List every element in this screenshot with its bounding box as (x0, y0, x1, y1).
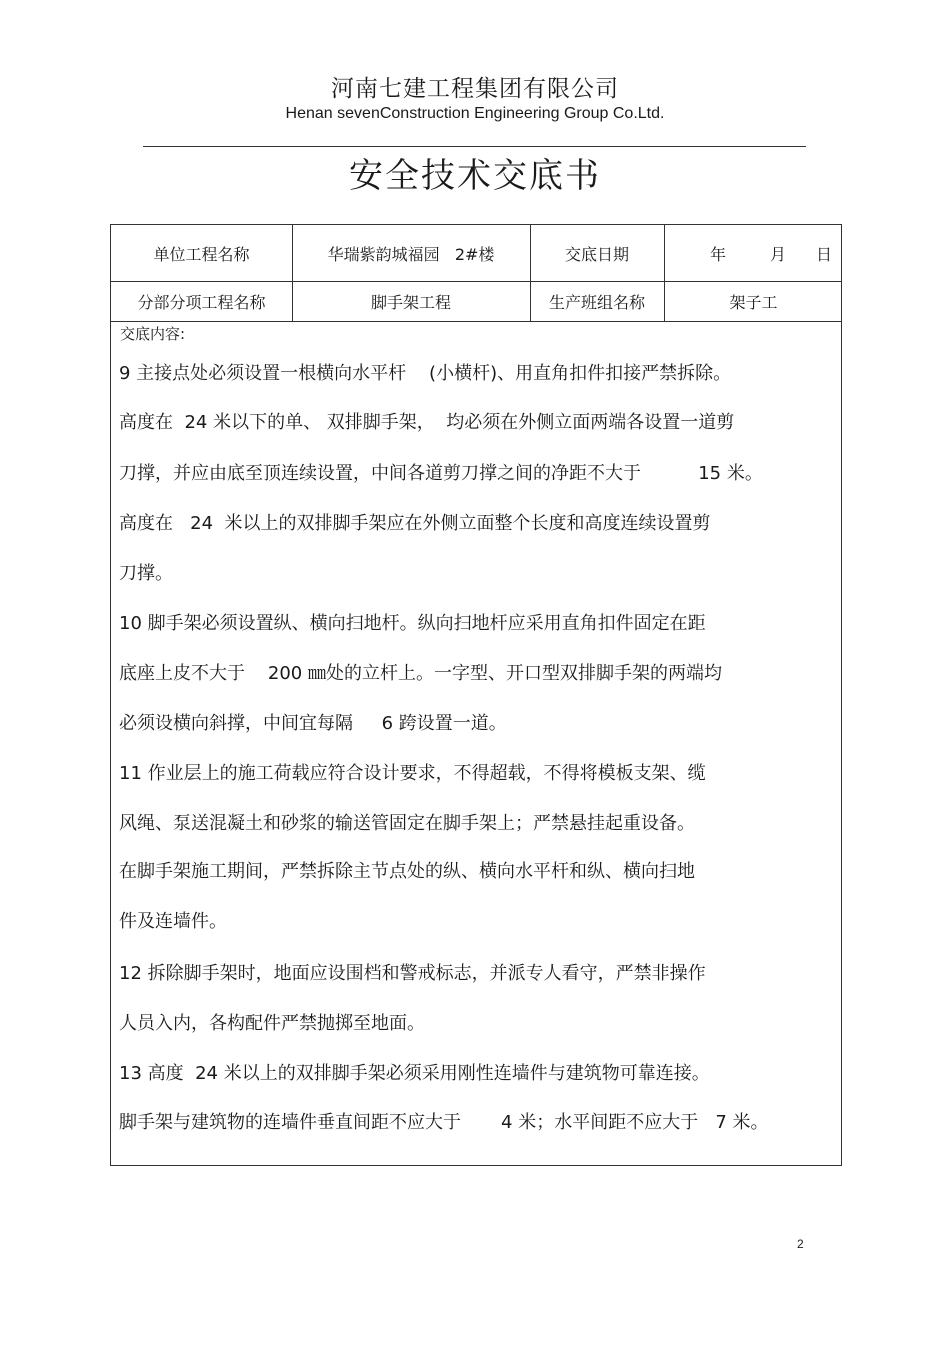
content-line: 刀撑，并应由底至顶连续设置，中间各道剪刀撑之间的净距不大于 15 米。 (119, 463, 763, 484)
content-line: 风绳、泵送混凝土和砂浆的输送管固定在脚手架上；严禁悬挂起重设备。 (119, 813, 695, 834)
team-name-value: 架子工 (729, 292, 778, 312)
content-line: 在脚手架施工期间，严禁拆除主节点处的纵、横向水平杆和纵、横向扫地 (119, 861, 695, 882)
unit-project-value: 华瑞紫韵城福园 2#楼 (327, 244, 495, 264)
content-line: 件及连墙件。 (119, 911, 227, 932)
content-line: 11 作业层上的施工荷载应符合设计要求，不得超载，不得将模板支架、缆 (119, 763, 706, 784)
content-line: 高度在 24 米以下的单、 双排脚手架， 均必须在外侧立面两端各设置一道剪 (119, 412, 735, 433)
disclosure-date-label: 交底日期 (564, 244, 629, 264)
unit-project-label: 单位工程名称 (153, 244, 250, 264)
page-number: 2 (797, 1237, 804, 1251)
content-line: 脚手架与建筑物的连墙件垂直间距不应大于 4 米；水平间距不应大于 7 米。 (119, 1112, 769, 1133)
disclosure-form (110, 224, 842, 1166)
content-line: 9 主接点处必须设置一根横向水平杆 (小横杆)、用直角扣件扣接严禁拆除。 (119, 363, 732, 384)
content-line: 人员入内，各构配件严禁抛掷至地面。 (119, 1013, 425, 1034)
content-line: 底座上皮不大于 200 ㎜处的立杆上。一字型、开口型双排脚手架的两端均 (119, 663, 722, 684)
document-title: 安全技术交底书 (349, 156, 601, 196)
sub-project-value: 脚手架工程 (370, 292, 451, 312)
company-name-en: Henan sevenConstruction Engineering Group Co.Ltd. (285, 105, 665, 122)
content-line: 13 高度 24 米以上的双排脚手架必须采用刚性连墙件与建筑物可靠连接。 (119, 1063, 710, 1084)
disclosure-date-value (664, 225, 843, 281)
company-name-cn: 河南七建工程集团有限公司 (331, 76, 619, 102)
header-rule (143, 146, 806, 147)
content-line: 必须设横向斜撑，中间宜每隔 6 跨设置一道。 (119, 713, 507, 734)
team-name-label: 生产班组名称 (548, 292, 645, 312)
content-line: 10 脚手架必须设置纵、横向扫地杆。纵向扫地杆应采用直角扣件固定在距 (119, 613, 706, 634)
date-day: 日 (816, 244, 833, 264)
date-year: 年 (710, 244, 727, 264)
content-label: 交底内容: (120, 325, 186, 343)
date-month: 月 (770, 244, 787, 264)
sub-project-label: 分部分项工程名称 (137, 292, 266, 312)
content-line: 12 拆除脚手架时，地面应设围档和警戒标志，并派专人看守，严禁非操作 (119, 963, 706, 984)
content-line: 高度在 24 米以上的双排脚手架应在外侧立面整个长度和高度连续设置剪 (119, 513, 711, 534)
row-divider (111, 321, 841, 322)
content-line: 刀撑。 (119, 563, 173, 584)
